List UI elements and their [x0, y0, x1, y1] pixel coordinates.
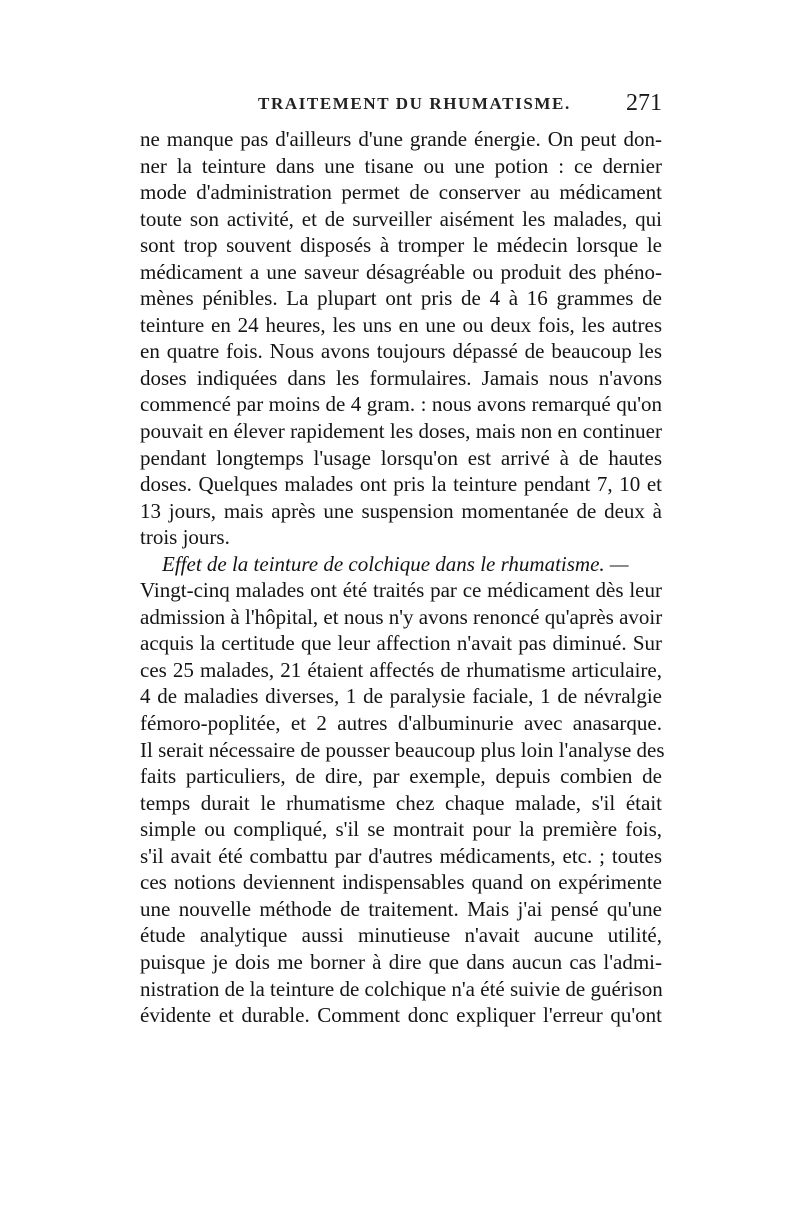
text-line: nistration de la teinture de colchique n'a été suivie de guérison [140, 976, 663, 1001]
text-line: ces 25 malades, 21 étaient affectés de rhumatisme articulaire, [140, 657, 662, 682]
text-line: mode d'administration permet de conserver au médicament [140, 180, 662, 205]
text-line: faits particuliers, de dire, par exemple, depuis combien de [140, 764, 662, 789]
text-line: puisque je dois me borner à dire que dans aucun cas l'admi- [140, 949, 662, 974]
text-line: 4 de maladies diverses, 1 de paralysie faciale, 1 de névralgie [140, 684, 662, 709]
text-line: en quatre fois. Nous avons toujours dépassé de beaucoup les [140, 339, 662, 364]
text-line: ner la teinture dans une tisane ou une potion : ce dernier [140, 153, 662, 178]
page-header [140, 90, 662, 120]
text-line: sont trop souvent disposés à tromper le médecin lorsque le [140, 233, 662, 258]
text-line: simple ou compliqué, s'il se montrait pour la première fois, [140, 817, 662, 842]
text-line: doses. Quelques malades ont pris la teinture pendant 7, 10 et [140, 472, 662, 497]
text-line: teinture en 24 heures, les uns en une ou deux fois, les autres [140, 312, 662, 337]
text-line: admission à l'hôpital, et nous n'y avons renoncé qu'après avoir [140, 604, 663, 629]
text-line: fémoro-poplitée, et 2 autres d'albuminurie avec anasarque. [140, 711, 662, 736]
section-heading: Effet de la teinture de colchique dans le rhumatisme. — [162, 551, 629, 576]
running-head: TRAITEMENT DU RHUMATISME. [258, 94, 571, 113]
text-line: ces notions deviennent indispensables quand on expérimente [140, 870, 662, 895]
text-line: toute son activité, et de surveiller aisément les malades, qui [140, 206, 662, 231]
text-line: médicament a une saveur désagréable ou produit des phéno- [140, 259, 662, 284]
text-line: Il serait nécessaire de pousser beaucoup plus loin l'analyse des [140, 737, 665, 762]
text-line: étude analytique aussi minutieuse n'avait aucune utilité, [140, 923, 662, 948]
page-number: 271 [626, 90, 662, 116]
text-line: acquis la certitude que leur affection n'avait pas diminué. Sur [140, 631, 662, 656]
text-line: une nouvelle méthode de traitement. Mais j'ai pensé qu'une [140, 896, 662, 921]
text-line: commencé par moins de 4 gram. : nous avons remarqué qu'on [140, 392, 662, 417]
text-line: 13 jours, mais après une suspension momentanée de deux à [140, 498, 662, 523]
body-text [140, 126, 665, 1029]
text-line: mènes pénibles. La plupart ont pris de 4 à 16 grammes de [140, 286, 662, 311]
text-line: temps durait le rhumatisme chez chaque malade, s'il était [140, 790, 662, 815]
text-line: doses indiquées dans les formulaires. Jamais nous n'avons [140, 365, 662, 390]
text-line: évidente et durable. Comment donc expliquer l'erreur qu'ont [140, 1003, 662, 1028]
text-line: pouvait en élever rapidement les doses, mais non en continuer [140, 419, 662, 444]
text-line: s'il avait été combattu par d'autres médicaments, etc. ; toutes [140, 843, 662, 868]
text-line: Vingt-cinq malades ont été traités par ce médicament dès leur [140, 578, 662, 603]
text-line: ne manque pas d'ailleurs d'une grande énergie. On peut don- [140, 127, 662, 151]
text-line: pendant longtemps l'usage lorsqu'on est arrivé à de hautes [140, 445, 662, 470]
text-line: trois jours. [140, 525, 230, 550]
